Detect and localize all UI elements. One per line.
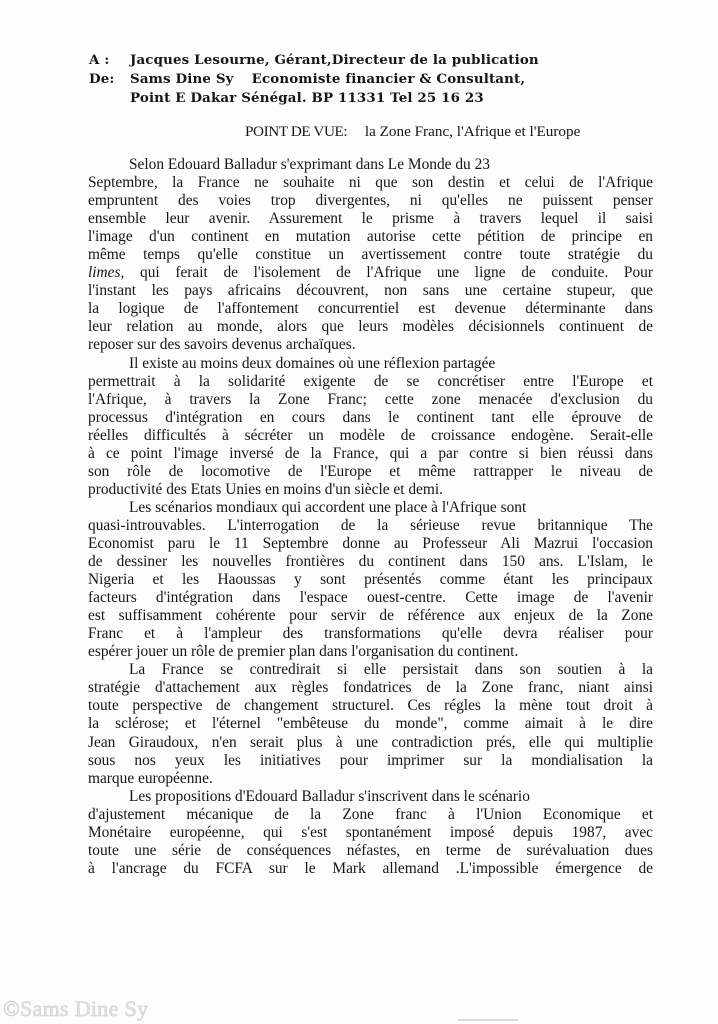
body-line: toute une série de conséquences néfastes, en terme de surévaluation dues	[88, 841, 653, 859]
body-line: l'image d'un continent en mutation autorise cette pétition de principe en	[88, 228, 653, 246]
body-line: stratégie d'attachement aux règles fondatrices de la Zone franc, niant ainsi	[88, 679, 653, 697]
address-row	[89, 89, 539, 108]
body-line: même temps qu'elle constitue un avertissement contre toute stratégie du	[88, 246, 653, 264]
body-line: Economist paru le 11 Septembre donne au Professeur Ali Mazrui l'occasion	[88, 534, 653, 552]
article-body	[88, 156, 653, 878]
body-line: son rôle de locomotive de l'Europe et même rattrapper le niveau de	[88, 462, 653, 480]
body-line: l'instant les pays africains découvrent, non sans une certaine stupeur, que	[88, 282, 653, 300]
body-line: la sclérose; et l'éternel "embêteuse du monde", comme aimait à le dire	[88, 715, 653, 733]
body-line: facteurs d'intégration dans l'espace ouest-centre. Cette image de l'avenir	[88, 589, 653, 607]
recipient-label: A :	[89, 52, 110, 68]
body-line: processus d'intégration en cours dans le continent tant elle éprouve de	[88, 408, 653, 426]
italic-term: limes	[88, 264, 121, 282]
body-line: reposer sur des savoirs devenus archaïques.	[88, 336, 356, 354]
body-line: ensemble leur avenir. Assurement le prisme à travers lequel il saisi	[88, 210, 653, 228]
body-line: toute perspective de changement structurel. Ces régles la mène tout droit à	[88, 697, 653, 715]
body-line: leur relation au monde, alors que leurs modèles décisionnels continuent de	[88, 318, 653, 336]
body-line: est suffisamment cohérente pour servir de référence aux enjeux de la Zone	[88, 607, 653, 625]
body-line: l'Afrique, à travers la Zone Franc; cette zone menacée d'exclusion du	[88, 390, 653, 408]
body-line: espérer jouer un rôle de premier plan dans l'organisation du continent.	[88, 643, 519, 661]
recipient-row	[89, 51, 539, 70]
body-line: Les scénarios mondiaux qui accordent une place à l'Afrique sont	[129, 498, 527, 516]
body-line: productivité des Etats Unies en moins d'un siècle et demi.	[88, 480, 443, 498]
copyright-watermark: ©Sams Dine Sy	[3, 996, 149, 1021]
subject-label: POINT DE VUE:	[245, 123, 348, 140]
sender-title: Economiste financier & Consultant,	[251, 71, 526, 87]
body-line: Nigeria et les Haoussas y sont présentés comme étant les principaux	[88, 571, 653, 589]
body-line: sous nos yeux les initiatives pour imprimer sur la mondialisation la	[88, 751, 653, 769]
body-line: d'ajustement mécanique de la Zone franc à l'Union Economique et	[88, 805, 653, 823]
page-edge-mark	[458, 1019, 518, 1021]
sender-address: Point E Dakar Sénégal. BP 11331 Tel 25 16 23	[130, 90, 484, 106]
body-line: La France se contredirait si elle persistait dans son soutien à la	[129, 661, 653, 679]
body-line: quasi-introuvables. L'interrogation de la sérieuse revue britannique The	[88, 516, 653, 534]
body-line: Selon Edouard Balladur s'exprimant dans Le Monde du 23	[129, 156, 490, 173]
body-line: de dessiner les nouvelles frontières du continent dans 150 ans. L'Islam, le	[88, 553, 653, 571]
body-line: Franc et à l'ampleur des transformations qu'elle devra réaliser pour	[88, 625, 653, 643]
body-line: la logique de l'affontement concurrentiel est devenue déterminante dans	[88, 300, 653, 318]
body-line: Jean Giraudoux, n'en serait plus à une contradiction prés, elle qui multiplie	[88, 733, 653, 751]
sender-row	[89, 70, 539, 89]
body-line: Les propositions d'Edouard Balladur s'inscrivent dans le scénario	[129, 787, 530, 805]
body-line: à ce point l'image inversé de la France, qui a par contre si bien réussi dans	[88, 444, 653, 462]
body-line: permettrait à la solidarité exigente de se concrétiser entre l'Europe et	[88, 372, 653, 390]
sender-label: De:	[89, 71, 115, 87]
sender-name: Sams Dine Sy	[130, 71, 234, 87]
body-line: Il existe au moins deux domaines où une réflexion partagée	[129, 354, 496, 372]
letter-header	[89, 51, 539, 108]
body-line: empruntent des voies trop divergentes, ni qu'elles ne puissent penser	[88, 192, 653, 210]
body-line: Monétaire européenne, qui s'est spontanément imposé depuis 1987, avec	[88, 823, 653, 841]
body-line: Septembre, la France ne souhaite ni que son destin et celui de l'Afrique	[88, 174, 653, 192]
body-line: à l'ancrage du FCFA sur le Mark allemand .L'impossible émergence de	[88, 859, 653, 877]
body-line: limes, qui ferait de l'isolement de l'Afrique une ligne de conduite. Pour	[88, 264, 653, 282]
subject-title: la Zone Franc, l'Afrique et l'Europe	[364, 123, 581, 140]
body-line: marque européenne.	[88, 769, 213, 787]
recipient-name: Jacques Lesourne, Gérant,Directeur de la publication	[130, 52, 539, 68]
subject-line	[245, 123, 580, 141]
body-line: réelles difficultés à sécréter un modèle de croissance endogène. Serait-elle	[88, 426, 653, 444]
